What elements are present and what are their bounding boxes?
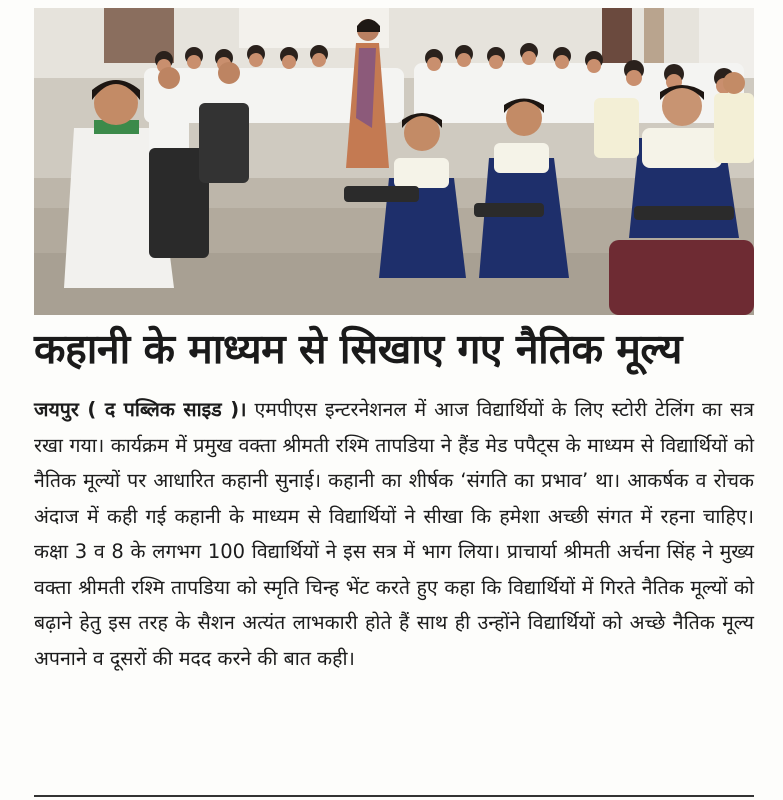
- article-text: एमपीएस इन्टरनेशनल में आज विद्यार्थियों के लिए स्टोरी टेलिंग का सत्र रखा गया। कार्यक्रम में प्रमुख वक्ता श्रीमती रश्मि तापडिया ने हैंड मेड पपैट्स के माध्यम से विद्यार्थियों को नैतिक मूल्यों पर आधारित कहानी सुनाई। कहानी का शीर्षक ‘संगति का प्रभाव’ था। आकर्षक व रोचक अंदाज में कही गई कहानी के माध्यम से विद्यार्थियों ने सीखा कि हमेशा अच्छी संगत में रहना चाहिए। कक्षा 3 व 8 के लगभग 100 विद्यार्थियों ने इस सत्र में भाग लिया। प्राचार्या श्रीमती अर्चना सिंह ने मुख्य वक्ता श्रीमती रश्मि तापडिया को स्मृति चिन्ह भेंट करते हुए कहा कि विद्यार्थियों में गिरते नैतिक मूल्यों को बढ़ाने हेतु इस तरह के सैशन अत्यंत लाभकारी होते हैं साथ ही उन्होंने विद्यार्थियों को अच्छे नैतिक मूल्य अपनाने व दूसरों की मदद करने की बात कही।: [34, 398, 754, 670]
- headline: कहानी के माध्यम से सिखाए गए नैतिक मूल्य: [34, 325, 682, 373]
- news-photo: [34, 8, 754, 315]
- bottom-rule: [34, 795, 754, 797]
- classroom-photo-illustration: [34, 8, 754, 315]
- article-body: [34, 392, 754, 676]
- dateline: जयपुर ( द पब्लिक साइड )।: [34, 398, 247, 421]
